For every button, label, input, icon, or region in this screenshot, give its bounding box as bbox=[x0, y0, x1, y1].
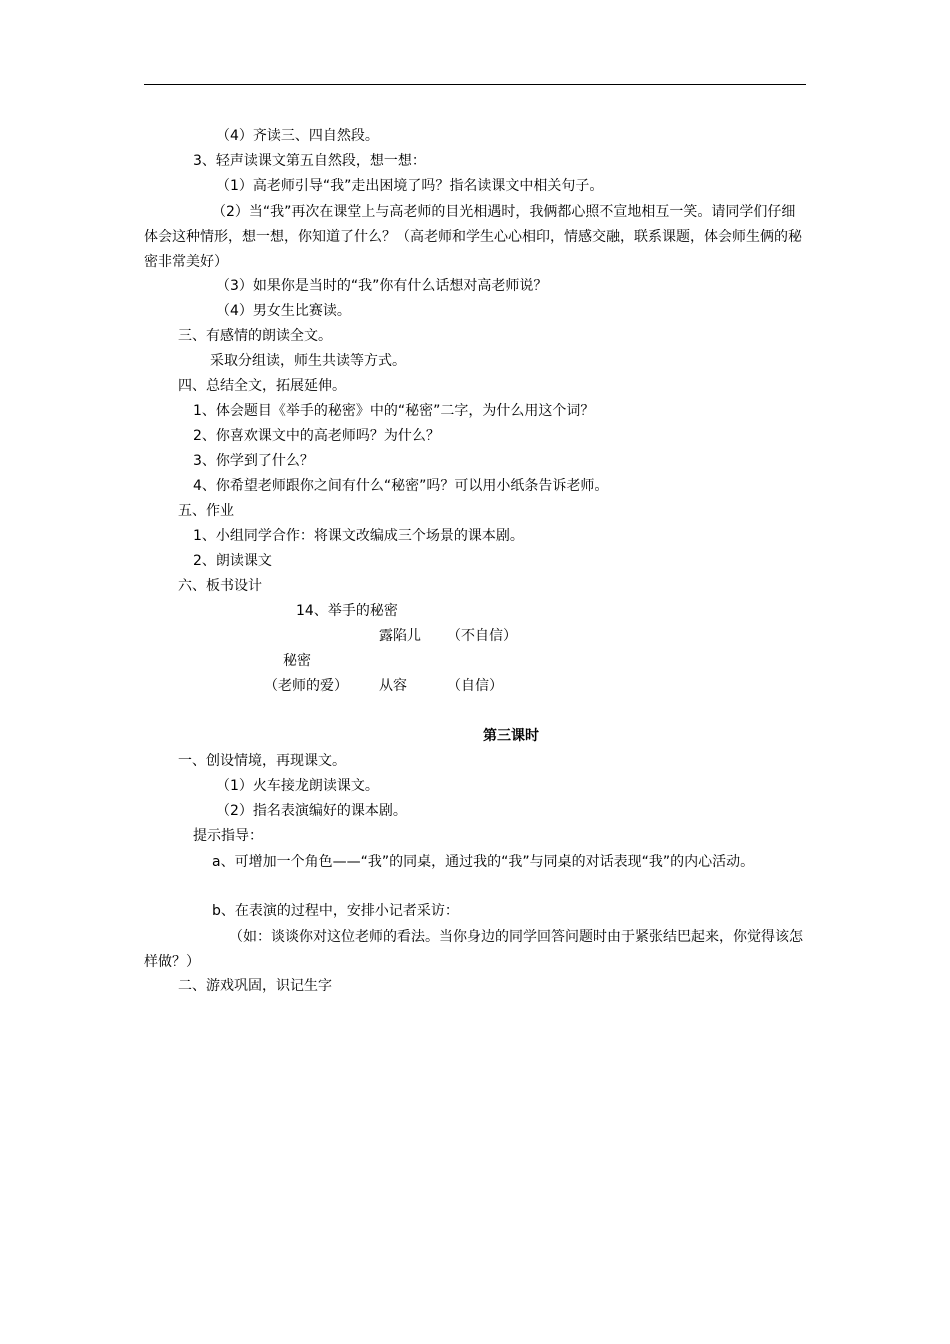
text-line: （4）齐读三、四自然段。 bbox=[216, 128, 379, 144]
board-word-ludianer: 露陷儿 bbox=[379, 628, 421, 644]
board-teacher-love: （老师的爱） bbox=[264, 678, 348, 694]
text-line: 提示指导： bbox=[193, 828, 263, 844]
section-title: 一、创设情境，再现课文。 bbox=[178, 753, 346, 769]
board-center-mimi: 秘密 bbox=[283, 653, 311, 669]
board-note-zixin: （自信） bbox=[447, 678, 503, 694]
text-line: （1）火车接龙朗读课文。 bbox=[216, 778, 379, 794]
text-line: 2、你喜欢课文中的高老师吗？为什么？ bbox=[193, 428, 440, 444]
header-rule bbox=[144, 84, 806, 85]
board-title: 14、举手的秘密 bbox=[296, 603, 398, 619]
text-line: 1、小组同学合作：将课文改编成三个场景的课本剧。 bbox=[193, 528, 524, 544]
text-line: 2、朗读课文 bbox=[193, 553, 272, 569]
text-line: （3）如果你是当时的“我”你有什么话想对高老师说？ bbox=[216, 278, 548, 294]
section-title: 二、游戏巩固，识记生字 bbox=[178, 978, 332, 994]
text-line: （1）高老师引导“我”走出困境了吗？指名读课文中相关句子。 bbox=[216, 178, 604, 194]
text-line: （2）指名表演编好的课本剧。 bbox=[216, 803, 407, 819]
text-line: 采取分组读，师生共读等方式。 bbox=[210, 353, 406, 369]
text-line: 3、轻声读课文第五自然段，想一想： bbox=[193, 153, 426, 169]
text-paragraph: a、可增加一个角色——“我”的同桌，通过我的“我”与同桌的对话表现“我”的内心活动。 bbox=[212, 854, 755, 870]
board-note-buzixin: （不自信） bbox=[447, 628, 517, 644]
lesson-heading: 第三课时 bbox=[483, 728, 539, 744]
section-title: 三、有感情的朗读全文。 bbox=[178, 328, 332, 344]
board-word-congrong: 从容 bbox=[379, 678, 407, 694]
text-paragraph: （2）当“我”再次在课堂上与高老师的目光相遇时，我俩都心照不宣地相互一笑。请同学们仔细体会这种情形，想一想，你知道了什么？（高老师和学生心心相印，情感交融，联系课题，体会师生俩的秘密非常美好） bbox=[144, 204, 802, 270]
section-title: 六、板书设计 bbox=[178, 578, 262, 594]
text-line: 4、你希望老师跟你之间有什么“秘密”吗？可以用小纸条告诉老师。 bbox=[193, 478, 609, 494]
section-title: 四、总结全文，拓展延伸。 bbox=[178, 378, 346, 394]
text-line: b、在表演的过程中，安排小记者采访： bbox=[212, 903, 459, 919]
text-paragraph: （如：谈谈你对这位老师的看法。当你身边的同学回答问题时由于紧张结巴起来，你觉得该怎样做？） bbox=[144, 929, 803, 970]
section-title: 五、作业 bbox=[178, 503, 234, 519]
text-line: 1、体会题目《举手的秘密》中的“秘密”二字，为什么用这个词？ bbox=[193, 403, 595, 419]
text-line: （4）男女生比赛读。 bbox=[216, 303, 351, 319]
text-line: 3、你学到了什么？ bbox=[193, 453, 314, 469]
